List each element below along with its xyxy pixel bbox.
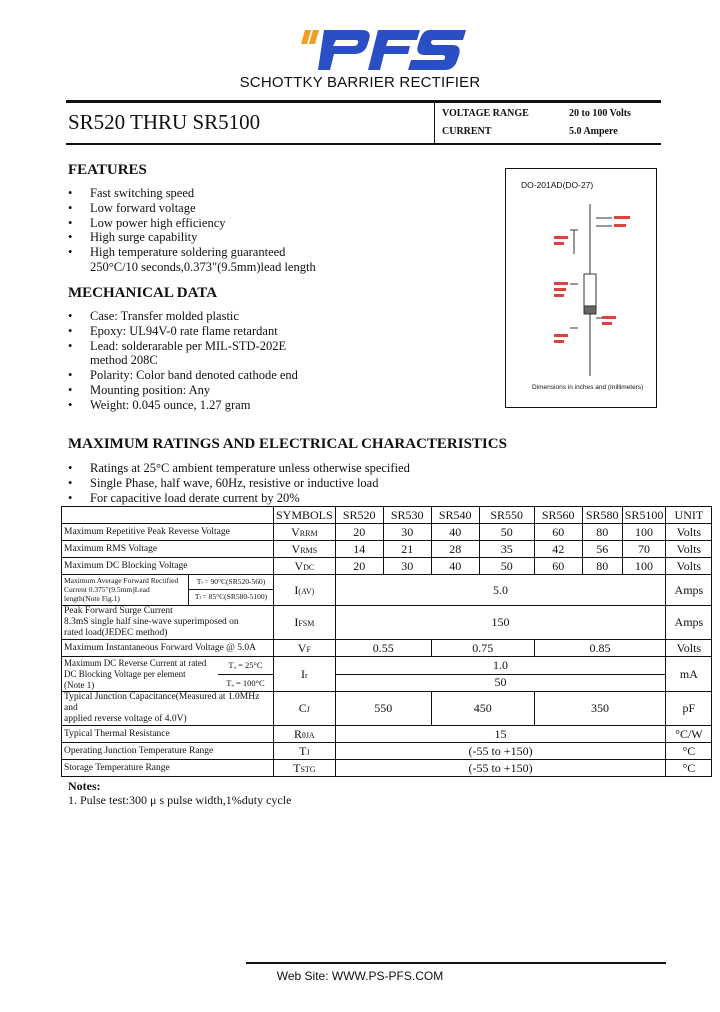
row-value: (-55 to +150) xyxy=(335,743,666,760)
table-row-ir xyxy=(62,657,712,675)
row-unit: Amps xyxy=(666,575,712,606)
row-value: 42 xyxy=(534,541,582,558)
row-value: 14 xyxy=(335,541,383,558)
row-value: 21 xyxy=(383,541,431,558)
table-row-vrrm xyxy=(62,524,712,541)
current-label: CURRENT xyxy=(442,126,492,137)
header-sr580: SR580 xyxy=(582,507,622,524)
header-unit: UNIT xyxy=(666,507,712,524)
note-1: 1. Pulse test:300 μ s pulse width,1%duty cycle xyxy=(68,793,292,807)
table-header-blank xyxy=(62,507,274,524)
row-value: 40 xyxy=(431,524,479,541)
table-header-row xyxy=(62,507,712,524)
features-heading: FEATURES xyxy=(68,162,147,178)
row-value: 30 xyxy=(383,524,431,541)
table-row-vrms xyxy=(62,541,712,558)
row-value: 0.55 xyxy=(335,640,431,657)
row-value: 20 xyxy=(335,524,383,541)
table-row-cj xyxy=(62,692,712,726)
row-unit: Volts xyxy=(666,558,712,575)
row-symbol: Ir xyxy=(274,657,336,692)
row-value: 28 xyxy=(431,541,479,558)
row-desc: Maximum DC Blocking Voltage xyxy=(62,558,274,575)
part-title: SR520 THRU SR5100 xyxy=(68,110,261,134)
row-value: 60 xyxy=(534,524,582,541)
mechanical-item: • Epoxy: UL94V-0 rate flame retardant xyxy=(68,323,278,338)
row-value: (-55 to +150) xyxy=(335,760,666,777)
mechanical-item: • Lead: solderarable per MIL-STD-202E xyxy=(68,338,287,353)
table-row-tstg xyxy=(62,760,712,777)
row-value: 60 xyxy=(534,558,582,575)
row-value: 80 xyxy=(582,524,622,541)
row-value: 40 xyxy=(431,558,479,575)
row-value: 100 xyxy=(622,558,666,575)
row-value: 550 xyxy=(335,692,431,726)
row-desc: Storage Temperature Range xyxy=(62,760,274,777)
header-sr530: SR530 xyxy=(383,507,431,524)
row-value: 150 xyxy=(335,606,666,640)
table-row-tj xyxy=(62,743,712,760)
row-value: 20 xyxy=(335,558,383,575)
package-dimension-note: Dimensions in inches and (millimeters) xyxy=(532,384,644,391)
row-value: 5.0 xyxy=(335,575,666,606)
footer-website: Web Site: WWW.PS-PFS.COM xyxy=(276,969,444,983)
row-desc: Maximum RMS Voltage xyxy=(62,541,274,558)
row-value: 50 xyxy=(479,524,534,541)
row-value: 50 xyxy=(335,674,666,692)
header-bottom-rule xyxy=(66,143,661,145)
table-row-vf xyxy=(62,640,712,657)
company-logo xyxy=(296,24,466,76)
row-desc: Operating Junction Temperature Range xyxy=(62,743,274,760)
feature-item: • Low power high efficiency xyxy=(68,215,226,230)
row-unit: °C/W xyxy=(666,726,712,743)
row-symbol: TSTG xyxy=(274,760,336,777)
row-desc: Maximum Repetitive Peak Reverse Voltage xyxy=(62,524,274,541)
row-unit: °C xyxy=(666,760,712,777)
notes-heading: Notes: xyxy=(68,779,101,793)
header-divider xyxy=(434,103,435,143)
logo-orange-bars xyxy=(301,30,319,44)
row-symbol: VF xyxy=(274,640,336,657)
row-unit: °C xyxy=(666,743,712,760)
row-desc: Maximum DC Reverse Current at rated DC Blocking Voltage per element (Note 1) Tₐ = 25°C Tₐ = 100°C xyxy=(62,657,274,692)
header-sr540: SR540 xyxy=(431,507,479,524)
feature-item: • High temperature soldering guaranteed xyxy=(68,245,286,260)
header-sr5100: SR5100 xyxy=(622,507,666,524)
row-value: 450 xyxy=(431,692,534,726)
mechanical-item-continuation: method 208C xyxy=(90,353,158,368)
ratings-condition: • Single Phase, half wave, 60Hz, resistive or inductive load xyxy=(68,475,379,490)
features-list xyxy=(68,186,488,275)
mechanical-item: • Polarity: Color band denoted cathode end xyxy=(68,368,298,383)
row-desc: Maximum Instantaneous Forward Voltage @ 5.0A xyxy=(62,640,274,657)
row-value: 80 xyxy=(582,558,622,575)
row-desc: Maximum Average Forward Rectified Current 0.375"(9.5mm)Lead length(Note Fig.1) Tₗ = 90°C(SR520-560) Tₗ = 85°C(SR580-5100) xyxy=(62,575,274,606)
logo-letters xyxy=(318,30,466,70)
table-row-vdc xyxy=(62,558,712,575)
mechanical-heading: MECHANICAL DATA xyxy=(68,285,218,301)
row-value: 70 xyxy=(622,541,666,558)
row-value: 50 xyxy=(479,558,534,575)
row-symbol: RθJA xyxy=(274,726,336,743)
mechanical-item: • Mounting position: Any xyxy=(68,382,211,397)
feature-item: • Fast switching speed xyxy=(68,186,195,200)
row-desc: Typical Thermal Resistance xyxy=(62,726,274,743)
current-value: 5.0 Ampere xyxy=(569,126,618,137)
row-unit: pF xyxy=(666,692,712,726)
row-symbol: VDC xyxy=(274,558,336,575)
ratings-condition: • For capacitive load derate current by 20% xyxy=(68,490,300,505)
row-unit: Volts xyxy=(666,640,712,657)
row-value: 100 xyxy=(622,524,666,541)
row-value: 350 xyxy=(534,692,666,726)
row-value: 0.75 xyxy=(431,640,534,657)
package-title: DO-201AD(DO-27) xyxy=(521,180,594,190)
footer-rule xyxy=(246,962,666,964)
voltage-range-value: 20 to 100 Volts xyxy=(569,108,631,119)
table-row-rth xyxy=(62,726,712,743)
row-symbol: TJ xyxy=(274,743,336,760)
header-sr550: SR550 xyxy=(479,507,534,524)
top-rule xyxy=(66,100,661,103)
voltage-range-label: VOLTAGE RANGE xyxy=(442,108,529,119)
ratings-heading: MAXIMUM RATINGS AND ELECTRICAL CHARACTERISTICS xyxy=(68,436,507,452)
row-value: 35 xyxy=(479,541,534,558)
row-symbol: VRRM xyxy=(274,524,336,541)
row-value: 15 xyxy=(335,726,666,743)
row-desc: Typical Junction Capacitance(Measured at 1.0MHz and applied reverse voltage of 4.0V) xyxy=(62,692,274,726)
row-symbol: CJ xyxy=(274,692,336,726)
row-value: 56 xyxy=(582,541,622,558)
mechanical-list xyxy=(68,309,488,413)
document-subtitle: SCHOTTKY BARRIER RECTIFIER xyxy=(239,74,481,91)
feature-item-continuation: 250°C/10 seconds,0.373"(9.5mm)lead length xyxy=(90,259,316,274)
package-drawing xyxy=(530,196,640,380)
row-value: 1.0 xyxy=(335,657,666,675)
row-symbol: VRMS xyxy=(274,541,336,558)
mechanical-item: • Weight: 0.045 ounce, 1.27 gram xyxy=(68,397,251,412)
row-desc: Peak Forward Surge Current 8.3mS single half sine-wave superimposed on rated load(JEDEC method) xyxy=(62,606,274,640)
mechanical-item: • Case: Transfer molded plastic xyxy=(68,309,239,323)
table-row-ifsm xyxy=(62,606,712,640)
table-row-iav xyxy=(62,575,712,606)
row-unit: Volts xyxy=(666,524,712,541)
header-symbols: SYMBOLS xyxy=(274,507,336,524)
row-symbol: IFSM xyxy=(274,606,336,640)
ratings-table xyxy=(61,506,712,777)
row-value: 30 xyxy=(383,558,431,575)
row-unit: Volts xyxy=(666,541,712,558)
row-value: 0.85 xyxy=(534,640,666,657)
header-sr560: SR560 xyxy=(534,507,582,524)
feature-item: • Low forward voltage xyxy=(68,200,196,215)
ratings-conditions xyxy=(68,461,568,505)
ratings-condition: • Ratings at 25°C ambient temperature unless otherwise specified xyxy=(68,461,410,475)
header-sr520: SR520 xyxy=(335,507,383,524)
feature-item: • High surge capability xyxy=(68,230,198,245)
row-symbol: I(AV) xyxy=(274,575,336,606)
row-unit: Amps xyxy=(666,606,712,640)
row-unit: mA xyxy=(666,657,712,692)
